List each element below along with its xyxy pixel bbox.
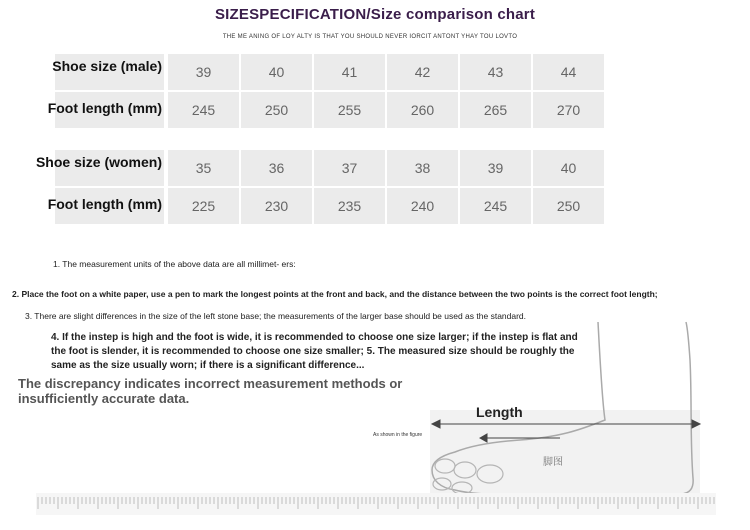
female-size-cell: 38: [387, 150, 458, 186]
shown-in-figure-label: As shown in the figure: [373, 432, 423, 438]
female-size-cell: 37: [314, 150, 385, 186]
chart-subtitle: THE ME ANING OF LOY ALTY IS THAT YOU SHOULD NEVER IORCIT ANTONT YHAY TOU LOVTO: [222, 34, 518, 40]
male-length-cell: 260: [387, 92, 458, 128]
female-length-cell: 250: [533, 188, 604, 224]
male-size-label: Shoe size (male): [52, 58, 162, 74]
ruler: [36, 493, 716, 515]
note-2: 2. Place the foot on a white paper, use a pen to mark the longest points at the front and back, and the distance between the two points is the correct foot length;: [12, 289, 658, 299]
female-size-cell: 40: [533, 150, 604, 186]
note-5: The discrepancy indicates incorrect measurement methods or insufficiently accurate data.: [18, 376, 403, 406]
male-length-cell: 245: [168, 92, 239, 128]
female-size-cell: 39: [460, 150, 531, 186]
female-size-cell: 35: [168, 150, 239, 186]
female-length-label: Foot length (mm): [47, 196, 162, 212]
length-label: Length: [476, 404, 523, 420]
chart-title: SIZESPECIFICATION/Size comparison chart: [214, 6, 536, 23]
male-length-cell: 255: [314, 92, 385, 128]
male-size-cell: 41: [314, 54, 385, 90]
male-size-cell: 39: [168, 54, 239, 90]
male-length-cell: 270: [533, 92, 604, 128]
female-size-cell: 36: [241, 150, 312, 186]
note-4: 4. If the instep is high and the foot is wide, it is recommended to choose one size larger; if the instep is flat and the foot is slender, it is recommended to choose one size smaller; 5. The measured size should be roughly the same as the size usually worn; if there is a significant difference...: [51, 332, 578, 371]
note-1: 1. The measurement units of the above data are all millimet- ers:: [53, 259, 296, 269]
female-length-cell: 235: [314, 188, 385, 224]
female-length-cell: 225: [168, 188, 239, 224]
male-size-cell: 43: [460, 54, 531, 90]
male-length-label: Foot length (mm): [47, 100, 162, 116]
paper-label: 脚图: [543, 457, 563, 468]
female-length-cell: 245: [460, 188, 531, 224]
male-length-cell: 265: [460, 92, 531, 128]
female-length-cell: 230: [241, 188, 312, 224]
male-size-cell: 42: [387, 54, 458, 90]
male-length-cell: 250: [241, 92, 312, 128]
female-length-cell: 240: [387, 188, 458, 224]
male-size-cell: 40: [241, 54, 312, 90]
male-size-cell: 44: [533, 54, 604, 90]
female-size-label: Shoe size (women): [35, 154, 162, 170]
note-3: 3. There are slight differences in the size of the left stone base; the measurements of the larger base should be used as the standard.: [25, 311, 527, 321]
